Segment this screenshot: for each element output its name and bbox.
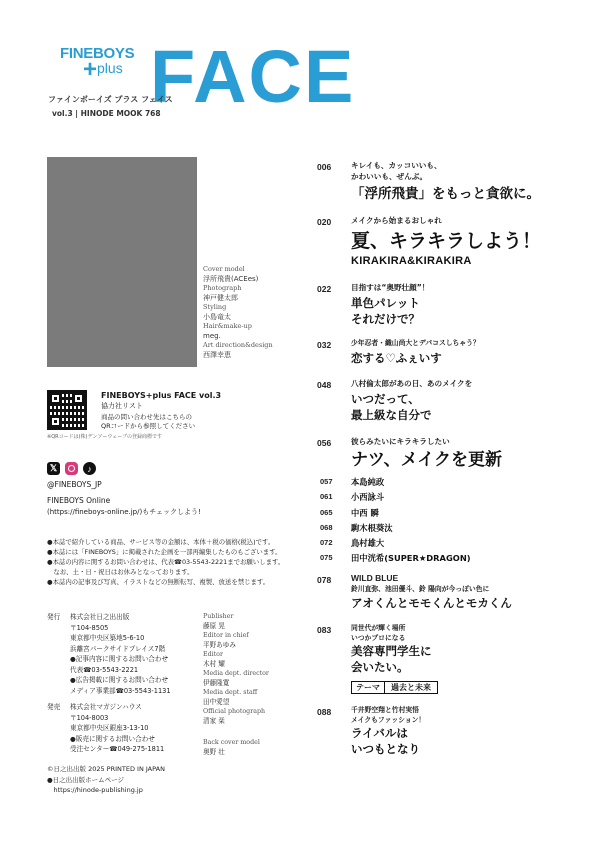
credit-role: Cover model xyxy=(203,265,245,273)
toc-title: いつだって、 xyxy=(351,392,420,406)
toc-sub-page: 068 xyxy=(320,522,333,532)
x-icon[interactable]: 𝕏 xyxy=(47,462,60,475)
partner-desc: QRコードから参照してください xyxy=(101,422,196,430)
cover-photo xyxy=(47,157,197,367)
toc-title: アオくんとモモくんとモカくん xyxy=(351,596,512,610)
toc-lead: 千井野空翔と竹村実悟 xyxy=(351,706,419,714)
logo-plus-sign: + xyxy=(83,56,98,83)
qr-note: ※QRコードは(株)デンソーウェーブの登録商標です xyxy=(47,434,162,440)
back-cover-name: 奥野 壮 xyxy=(203,748,225,756)
logo-plus xyxy=(83,57,123,81)
toc-lead: キレイも、カッコいいも、 xyxy=(351,161,442,170)
toc-sub-name: 小西詠斗 xyxy=(351,492,385,503)
logo-plus-word: plus xyxy=(97,60,123,76)
credit-name: 浮所飛貴(ACEes) xyxy=(203,275,259,283)
toc-title: 単色パレット xyxy=(351,296,420,310)
note-line: ●本誌内の記事及び写真、イラストなどの無断転写、複製、放送を禁じます。 xyxy=(47,578,270,586)
toc-lead: WILD BLUE xyxy=(351,573,399,583)
staff-name: 田中愛望 xyxy=(203,698,230,706)
toc-page-number: 022 xyxy=(317,284,332,294)
distributor-block xyxy=(70,702,164,755)
toc-page-number: 078 xyxy=(317,575,332,585)
credit-name: 小島竜太 xyxy=(203,313,231,321)
toc-sub-page: 072 xyxy=(320,538,333,548)
toc-title: 最上級な自分で xyxy=(351,408,432,422)
toc-sub-list xyxy=(317,475,577,567)
theme-tag xyxy=(351,681,438,694)
note-line: ●本誌には「FINEBOYS」に掲載された企画を一部再編集したものもございます。 xyxy=(47,548,282,556)
staff-role: Editor in chief xyxy=(203,632,249,639)
toc-lead: 同世代が輝く場所 xyxy=(351,624,406,632)
staff-role: Media dept. staff xyxy=(203,689,258,696)
toc-sub-entry[interactable] xyxy=(317,506,577,521)
toc-lead: 彼らみたいにキラキラしたい xyxy=(351,437,450,446)
credit-role: Hair&make-up xyxy=(203,322,252,330)
publisher-line: メディア事業部☎03-5543-1131 xyxy=(70,686,171,695)
publisher-line: 東京都中央区築地5-6-10 xyxy=(70,634,145,642)
copyright xyxy=(47,764,165,796)
distributor-line: ●販売に関するお問い合わせ xyxy=(70,734,155,743)
credit-role: Art direction&design xyxy=(203,341,273,349)
toc-title: いつもとなり xyxy=(351,742,420,756)
toc-lead: 八村倫太郎があの日、あのメイクを xyxy=(351,379,473,388)
theme-label: テーマ xyxy=(352,682,384,693)
distributor-label: 発売 xyxy=(47,703,61,711)
toc-title: 会いたい。 xyxy=(351,660,409,674)
distributor-line: 株式会社マガジンハウス xyxy=(70,703,142,711)
toc-title: 恋する♡ふぇいす xyxy=(351,351,442,365)
logo-kana: ファインボーイズ プラス フェイス xyxy=(48,95,173,104)
credit-role: Styling xyxy=(203,303,227,311)
toc-sub-name: 駒木根葵汰 xyxy=(351,522,393,533)
copyright-line: ●日之出出版ホームページ xyxy=(47,775,125,784)
qr-finder xyxy=(50,393,61,404)
toc-page-number: 056 xyxy=(317,438,332,448)
online-title: FINEBOYS Online xyxy=(47,496,111,505)
toc-page-number: 083 xyxy=(317,625,332,635)
toc-title: それだけで？ xyxy=(351,312,420,326)
staff-role: Publisher xyxy=(203,613,234,620)
publisher-line: ●広告掲載に関するお問い合わせ xyxy=(70,676,169,684)
note-line: ●本誌で紹介している商品、サービス等の金額は、本体＋税の価格(税込)です。 xyxy=(47,538,275,546)
toc-lead: 目指すは“奥野壮顔”！ xyxy=(351,283,430,292)
toc-lead: メイクから始まるおしゃれ xyxy=(351,216,442,225)
partner-subtitle: 協力社リスト xyxy=(101,402,143,410)
staff-role: Media dept. director xyxy=(203,670,269,677)
toc-page-number: 048 xyxy=(317,380,332,390)
toc-lead: 少年忍者・織山尚大とデパコスしちゃう？ xyxy=(351,339,480,347)
toc-subtitle-en: KIRAKIRA&KIRAKIRA xyxy=(351,255,472,267)
toc-sub-entry[interactable] xyxy=(317,475,577,490)
logo-fineboys: FINEBOYS xyxy=(60,45,135,62)
staff-name: 藤原 晃 xyxy=(203,622,225,630)
toc-page-number: 088 xyxy=(317,707,332,717)
toc-sub-entry[interactable] xyxy=(317,490,577,505)
toc-sub-page: 075 xyxy=(320,553,333,563)
staff-name: 清家 栞 xyxy=(203,717,225,725)
staff-role: Official photograph xyxy=(203,708,266,715)
partner-title: FINEBOYS+plus FACE vol.3 xyxy=(101,391,222,400)
distributor-line: 東京都中央区銀座3-13-10 xyxy=(70,724,149,732)
distributor-line: 〒104-8003 xyxy=(70,713,109,722)
toc-sub-name: 本島純政 xyxy=(351,477,385,487)
staff-credits xyxy=(203,612,313,757)
tiktok-icon[interactable]: ♪ xyxy=(83,462,96,475)
toc-title: ナツ、メイクを更新 xyxy=(351,450,502,470)
toc-page-number: 020 xyxy=(317,217,332,227)
publisher-line: 株式会社日之出出版 xyxy=(70,613,130,621)
toc-sub-page: 065 xyxy=(320,507,333,517)
notes xyxy=(47,537,307,587)
toc-title: 夏、キラキラしよう！ xyxy=(351,230,542,252)
publisher-line: 〒104-8505 xyxy=(70,623,109,632)
staff-role: Editor xyxy=(203,651,223,658)
publisher-line: ●記事内容に関するお問い合わせ xyxy=(70,655,169,663)
toc-title: 「浮所飛貴」をもっと貪欲に。 xyxy=(351,186,540,202)
publisher-label: 発行 xyxy=(47,613,61,621)
social-icons xyxy=(47,462,96,475)
toc-lead: メイクもファッション！ xyxy=(351,716,426,724)
toc-sub-name: 鳥村雄大 xyxy=(351,538,385,549)
staff-name: 平野あゆみ xyxy=(203,641,236,649)
staff-name: 木村 耀 xyxy=(203,660,225,668)
toc-page-number: 006 xyxy=(317,162,332,172)
partner-desc: 商品の問い合わせ先はこちらの xyxy=(101,413,192,421)
note-line: なお、土・日・祝日はお休みとなっております。 xyxy=(47,568,194,576)
toc-sub-name: 田中洸希(SUPER★DRAGON) xyxy=(351,553,471,564)
qr-code[interactable] xyxy=(47,390,87,430)
publisher-line: 代表☎03-5543-2221 xyxy=(70,665,139,674)
cover-credits xyxy=(203,265,303,360)
logo-vol: vol.3 | HINODE MOOK 768 xyxy=(52,109,161,118)
credit-name: 神戸健太郎 xyxy=(203,294,238,302)
toc-page-number: 032 xyxy=(317,340,332,350)
copyright-line: ©日之出出版 2025 PRINTED IN JAPAN xyxy=(47,765,165,773)
copyright-url[interactable]: https://hinode-publishing.jp xyxy=(47,786,143,794)
publisher-block xyxy=(70,612,171,696)
social-handle[interactable]: @FINEBOYS_JP xyxy=(47,480,102,489)
toc-sub-entry[interactable] xyxy=(317,551,577,566)
toc-lead: かわいいも、ぜんぶ。 xyxy=(351,172,428,181)
toc-sub-page: 061 xyxy=(320,492,333,502)
toc-sub-entry[interactable] xyxy=(317,536,577,551)
qr-finder xyxy=(73,393,84,404)
credit-name: 西澤幸恵 xyxy=(203,351,231,359)
online-url[interactable]: (https://fineboys-online.jp/)もチェックしよう! xyxy=(47,508,201,516)
publisher-line: 浜離宮パークサイドプレイス7階 xyxy=(70,644,166,653)
theme-value: 過去と未来 xyxy=(391,683,431,692)
credit-role: Photograph xyxy=(203,284,242,292)
back-cover-role: Back cover model xyxy=(203,739,260,746)
credit-name: meg. xyxy=(203,332,221,340)
instagram-icon[interactable] xyxy=(65,462,78,475)
toc-sub-name: 中西 瞬 xyxy=(351,507,379,518)
staff-name: 伊藤隆寛 xyxy=(203,679,230,687)
toc-lead: 鈴川直弥、池田優斗、鈴 陽向が今っぽい色に xyxy=(351,585,490,593)
toc-lead: いつかプロになる xyxy=(351,634,406,642)
qr-finder xyxy=(50,416,61,427)
toc-title: 美容専門学生に xyxy=(351,644,432,658)
note-line: ●本誌の内容に関するお問い合わせは、代表☎03-5543-2221までお願いします。 xyxy=(47,558,285,566)
logo-face: FACE xyxy=(150,35,356,118)
toc-sub-entry[interactable] xyxy=(317,521,577,536)
toc-title: ライバルは xyxy=(351,726,408,740)
distributor-line: 受注センター☎049-275-1811 xyxy=(70,745,165,753)
toc-sub-page: 057 xyxy=(320,477,333,486)
